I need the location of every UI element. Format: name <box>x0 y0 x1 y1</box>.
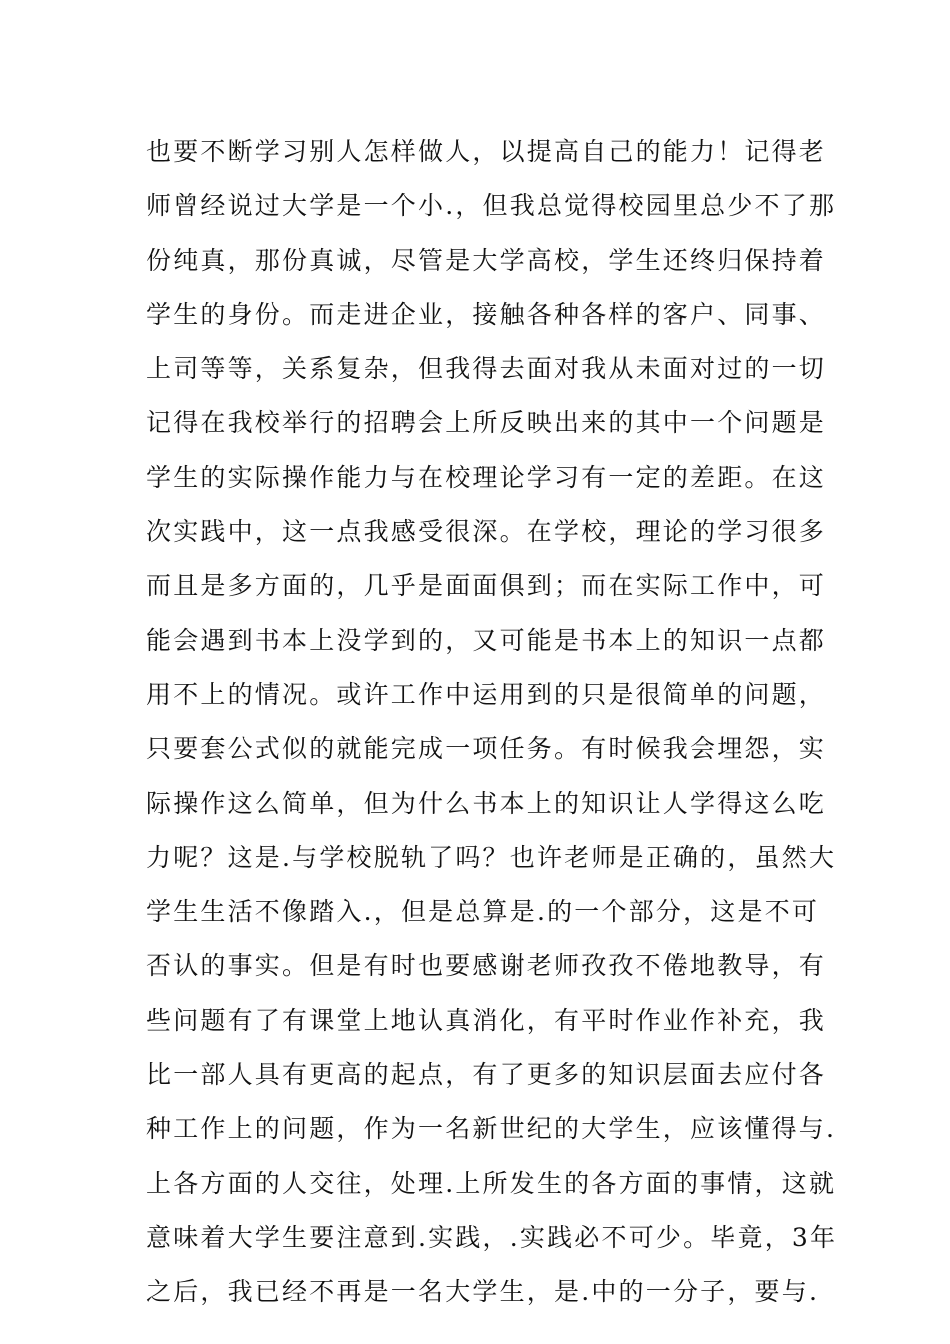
text-line: 上司等等，关系复杂，但我得去面对我从未面对过的一切 <box>146 354 827 384</box>
text-line: 力呢？这是.与学校脱轨了吗？也许老师是正确的，虽然大 <box>146 842 837 872</box>
text-line: 种工作上的问题，作为一名新世纪的大学生，应该懂得与. <box>146 1114 837 1144</box>
text-line: 次实践中，这一点我感受很深。在学校，理论的学习很多 <box>146 517 827 547</box>
text-line: 只要套公式似的就能完成一项任务。有时候我会埋怨，实 <box>146 734 827 764</box>
text-line: 师曾经说过大学是一个小.，但我总觉得校园里总少不了那 <box>146 191 837 221</box>
text-line: 用不上的情况。或许工作中运用到的只是很简单的问题， <box>146 679 827 709</box>
text-line: 比一部人具有更高的起点，有了更多的知识层面去应付各 <box>146 1060 827 1090</box>
body-text <box>146 125 838 1320</box>
text-line: 否认的事实。但是有时也要感谢老师孜孜不倦地教导，有 <box>146 951 827 981</box>
text-line: 意味着大学生要注意到.实践，.实践必不可少。毕竟，3年 <box>146 1222 838 1252</box>
text-line: 份纯真，那份真诚，尽管是大学高校，学生还终归保持着 <box>146 245 827 275</box>
text-line: 学生的身份。而走进企业，接触各种各样的客户、同事、 <box>146 299 827 329</box>
text-line: 记得在我校举行的招聘会上所反映出来的其中一个问题是 <box>146 408 827 438</box>
text-line: 学生的实际操作能力与在校理论学习有一定的差距。在这 <box>146 462 827 492</box>
text-line: 上各方面的人交往，处理.上所发生的各方面的事情，这就 <box>146 1168 837 1198</box>
text-line: 学生生活不像踏入.，但是总算是.的一个部分，这是不可 <box>146 897 820 927</box>
text-line: 能会遇到书本上没学到的，又可能是书本上的知识一点都 <box>146 625 827 655</box>
text-line: 之后，我已经不再是一名大学生，是.中的一分子，要与. <box>146 1277 820 1307</box>
text-line: 些问题有了有课堂上地认真消化，有平时作业作补充，我 <box>146 1005 827 1035</box>
text-line: 也要不断学习别人怎样做人，以提高自己的能力！记得老 <box>146 137 827 166</box>
text-line: 而且是多方面的，几乎是面面俱到；而在实际工作中，可 <box>146 571 827 601</box>
text-line: 际操作这么简单，但为什么书本上的知识让人学得这么吃 <box>146 788 827 818</box>
